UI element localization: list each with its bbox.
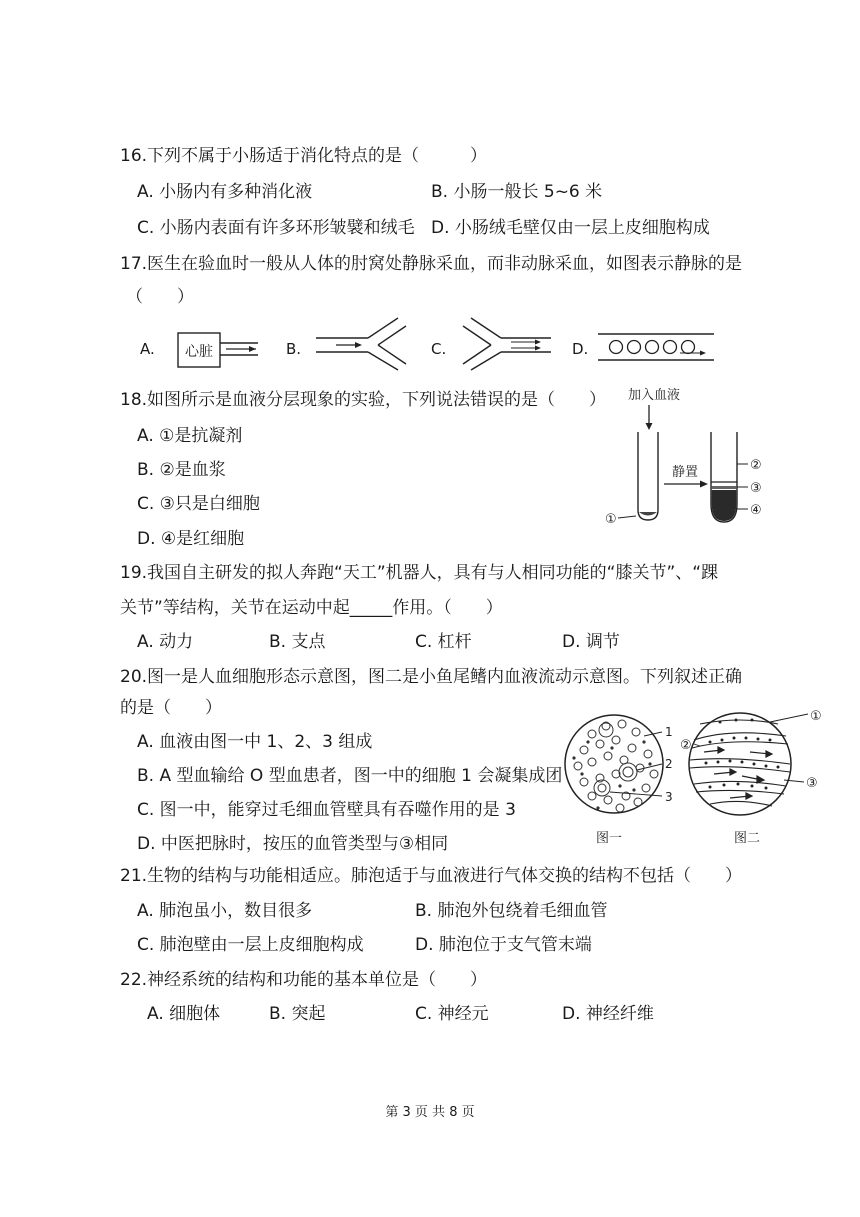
fig18-marker-2: ②: [750, 458, 762, 473]
option-17-a-label: A.: [140, 340, 155, 358]
option-16-d: D. 小肠绒毛壁仅由一层上皮细胞构成: [431, 218, 710, 238]
option-22-d: D. 神经纤维: [562, 1004, 654, 1024]
option-21-b: B. 肺泡外包绕着毛细血管: [415, 901, 608, 921]
figure-17-c: [457, 316, 557, 372]
option-18-b: B. ②是血浆: [137, 460, 226, 480]
option-17-d-label: D.: [572, 340, 589, 358]
question-22-stem: 22.神经系统的结构和功能的基本单位是（ ）: [120, 970, 488, 990]
question-17-paren: （ ）: [126, 287, 194, 307]
option-17-c-label: C.: [431, 340, 447, 358]
fig20-marker-1: ①: [810, 709, 822, 724]
option-20-d: D. 中医把脉时，按压的血管类型与③相同: [137, 834, 449, 854]
option-22-a: A. 细胞体: [147, 1004, 221, 1024]
figure-17-b: [312, 316, 412, 372]
figure-20-fish-tail-flow: [680, 700, 828, 850]
fig20-marker-3: ③: [806, 776, 818, 791]
option-16-a: A. 小肠内有多种消化液: [137, 182, 313, 202]
figure-20-blood-cells: [562, 704, 680, 850]
option-18-d: D. ④是红细胞: [137, 529, 245, 549]
fig18-marker-4: ④: [750, 503, 762, 518]
option-18-a: A. ①是抗凝剂: [137, 426, 243, 446]
option-19-a: A. 动力: [137, 632, 194, 652]
option-16-c: C. 小肠内表面有许多环形皱襞和绒毛: [137, 218, 415, 238]
fig20-caption-1: 图一: [596, 831, 623, 846]
fig20-caption-2: 图二: [734, 831, 761, 846]
option-21-a: A. 肺泡虽小，数目很多: [137, 901, 313, 921]
fig20-label-1: 1: [665, 725, 673, 739]
option-21-d: D. 肺泡位于支气管末端: [415, 935, 592, 955]
question-20-stem-line2: 的是（ ）: [120, 698, 222, 718]
fig20-label-2: 2: [665, 757, 673, 771]
option-20-c: C. 图一中，能穿过毛细血管壁具有吞噬作用的是 3: [137, 800, 516, 820]
fig20-label-3: 3: [665, 790, 673, 804]
question-19-stem-line1: 19.我国自主研发的拟人奔跑“天工”机器人，具有与人相同功能的“膝关节”、“踝: [120, 563, 719, 583]
fig18-marker-3: ③: [750, 481, 762, 496]
fig18-stand-label: 静置: [672, 465, 699, 480]
figure-17-a: [170, 325, 265, 375]
figure-17-d: [596, 328, 718, 368]
option-18-c: C. ③只是白细胞: [137, 494, 260, 514]
question-17-stem: 17.医生在验血时一般从人体的肘窝处静脉采血，而非动脉采血，如图表示静脉的是: [120, 254, 743, 274]
question-21-stem: 21.生物的结构与功能相适应。肺泡适于与血液进行气体交换的结构不包括（ ）: [120, 866, 743, 886]
option-16-b: B. 小肠一般长 5~6 米: [431, 182, 603, 202]
heart-label: 心脏: [185, 344, 213, 360]
page-footer: 第 3 页 共 8 页: [385, 1105, 475, 1120]
fig18-add-blood-label: 加入血液: [628, 388, 681, 403]
fig18-marker-1: ①: [605, 512, 617, 527]
option-22-c: C. 神经元: [415, 1004, 489, 1024]
question-16-stem: 16.下列不属于小肠适于消化特点的是（ ）: [120, 146, 488, 166]
option-21-c: C. 肺泡壁由一层上皮细胞构成: [137, 935, 364, 955]
option-19-d: D. 调节: [562, 632, 620, 652]
figure-18-blood-layering: [598, 384, 778, 534]
fig20-marker-2: ②: [680, 738, 692, 753]
question-20-stem-line1: 20.图一是人血细胞形态示意图，图二是小鱼尾鳍内血液流动示意图。下列叙述正确: [120, 667, 743, 687]
question-19-stem-line2: 关节”等结构，关节在运动中起_____作用。（ ）: [120, 598, 503, 618]
option-17-b-label: B.: [286, 340, 302, 358]
question-18-stem: 18.如图所示是血液分层现象的实验，下列说法错误的是（ ）: [120, 390, 607, 410]
option-20-a: A. 血液由图一中 1、2、3 组成: [137, 732, 373, 752]
option-19-c: C. 杠杆: [415, 632, 472, 652]
option-22-b: B. 突起: [269, 1004, 326, 1024]
option-19-b: B. 支点: [269, 632, 326, 652]
option-20-b: B. A 型血输给 O 型血患者，图一中的细胞 1 会凝集成团: [137, 766, 563, 786]
